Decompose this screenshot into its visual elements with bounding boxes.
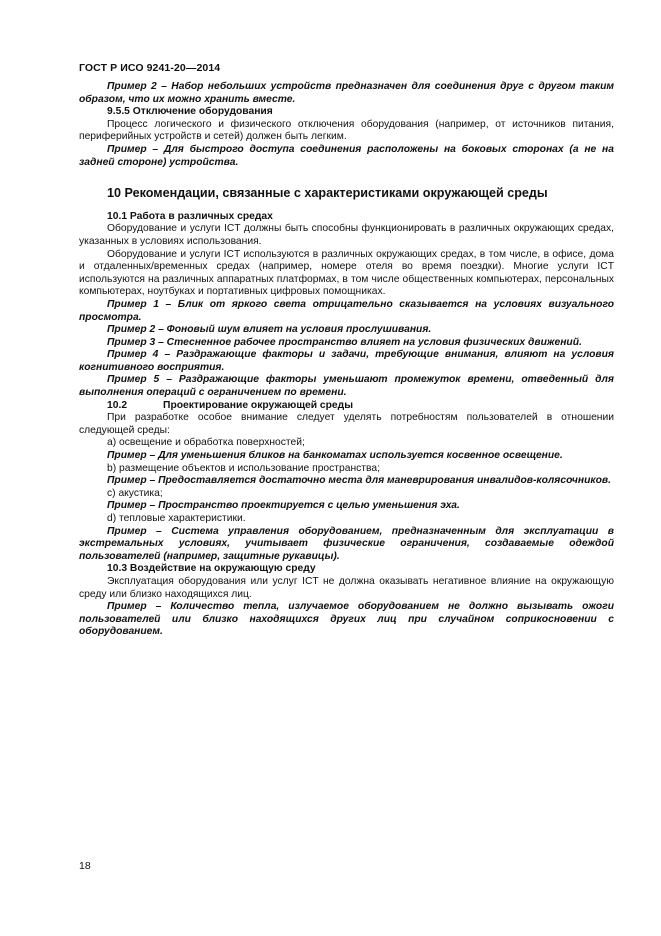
example-paragraph: Пример 2 – Набор небольших устройств предназначен для соединения друг с другом таким образом, что их можно хранить вместе. [79, 81, 614, 105]
example-paragraph: Пример – Для уменьшения бликов на банкоматах используется косвенное освещение. [107, 450, 563, 462]
body-paragraph: Оборудование и услуги ICT должны быть способны функционировать в различных окружающих средах, указанных в условиях использования. [79, 223, 614, 247]
example-paragraph: Пример – Пространство проектируется с целью уменьшения эха. [107, 500, 460, 512]
section-number: 10.2 [107, 399, 128, 411]
body-paragraph: Процесс логического и физического отключения оборудования (например, от источников питания, периферийных устройств и сетей) должен быть легким. [79, 118, 614, 143]
chapter-heading: 10 Рекомендации, связанные с характеристиками окружающей среды [107, 186, 548, 201]
example-paragraph: Пример 1 – Блик от яркого света отрицательно сказывается на условиях визуального просмотра. [79, 298, 614, 323]
example-paragraph: Пример – Для быстрого доступа соединения расположены на боковых сторонах (а не на задней стороне) устройства. [79, 143, 614, 168]
example-paragraph: Пример 4 – Раздражающие факторы и задачи, требующие внимания, влияют на условия когнитивного восприятия. [79, 349, 614, 373]
example-paragraph: Пример 3 – Стесненное рабочее пространство влияет на условия физических движений. [107, 336, 582, 348]
list-item: а) освещение и обработка поверхностей; [107, 437, 305, 449]
section-heading: 9.5.5 Отключение оборудования [107, 106, 273, 118]
body-paragraph: При разработке особое внимание следует уделять потребностям пользователей в отношении следующей среды: [79, 412, 614, 436]
document-body [79, 81, 614, 639]
list-item: d) тепловые характеристики. [107, 513, 246, 524]
body-paragraph: Эксплуатация оборудования или услуг ICT не должна оказывать негативное влияние на окружающую среду или близко находящихся лиц. [79, 575, 614, 600]
body-paragraph: Оборудование и услуги ICT используются в различных окружающих средах, в том числе, в офисе, дома и отдаленных/временных средах (например, номере отеля во время поездки). Многие услуги ICT используются на различных аппаратных платформах, в том числе общественных компьютерах, персональных компьютерах, ноутбуках и портативных цифровых помощниках. [79, 248, 614, 298]
example-paragraph: Пример – Количество тепла, излучаемое оборудованием не должно вызывать ожоги пользователей или близко находящихся других лиц при случайном соприкосновении с оборудованием. [79, 601, 614, 638]
section-heading: 10.1 Работа в различных средах [107, 210, 273, 222]
example-paragraph: Пример – Система управления оборудованием, предназначенным для эксплуатации в экстремальных условиях, учитывает физические ограничения, создаваемые одеждой пользователей (например, защитные рукавицы). [79, 525, 614, 562]
section-title: Проектирование окружающей среды [163, 399, 353, 411]
section-heading [79, 400, 614, 413]
example-paragraph: Пример 2 – Фоновый шум влияет на условия прослушивания. [107, 324, 432, 336]
list-item: c) акустика; [107, 487, 163, 499]
page-number: 18 [79, 860, 91, 872]
example-paragraph: Пример 5 – Раздражающие факторы уменьшают промежуток времени, отведенный для выполнения операций с ограничением по времени. [79, 374, 614, 399]
document-header: ГОСТ Р ИСО 9241-20—2014 [79, 62, 221, 74]
section-heading: 10.3 Воздействие на окружающую среду [107, 563, 316, 575]
list-item: b) размещение объектов и использование пространства; [107, 462, 380, 474]
example-paragraph: Пример – Предоставляется достаточно места для маневрирования инвалидов-колясочников. [107, 475, 611, 487]
